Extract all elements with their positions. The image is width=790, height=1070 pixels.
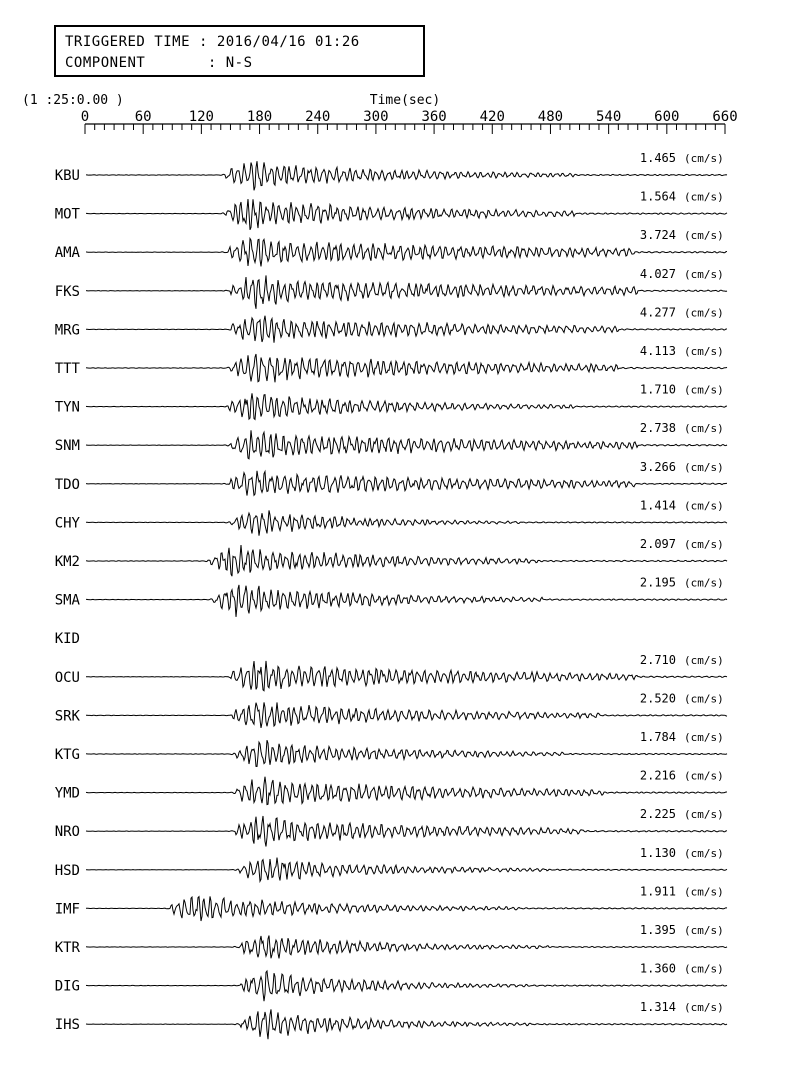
station-label: HSD <box>54 862 80 879</box>
peak-unit: (cm/s) <box>684 885 724 899</box>
x-tick-label: 180 <box>246 109 273 125</box>
station-label: MOT <box>54 206 80 223</box>
waveform <box>86 661 727 691</box>
station-label: DIG <box>54 978 80 995</box>
station-label: IHS <box>54 1017 80 1034</box>
x-tick-label: 600 <box>654 109 680 125</box>
trace-sma <box>55 576 727 617</box>
station-label: SNM <box>54 438 80 455</box>
triggered-time-label: TRIGGERED TIME <box>65 34 191 50</box>
waveform <box>86 430 727 459</box>
peak-unit: (cm/s) <box>684 267 724 281</box>
peak-value: 1.911 <box>639 884 676 899</box>
x-axis-title: Time(sec) <box>369 93 441 108</box>
trace-nro <box>55 807 727 846</box>
waveform <box>86 161 727 190</box>
waveform <box>86 275 727 308</box>
peak-unit: (cm/s) <box>684 731 724 744</box>
trace-chy <box>55 498 727 535</box>
peak-unit: (cm/s) <box>684 1001 724 1015</box>
peak-value: 1.564 <box>639 189 676 204</box>
station-label: OCU <box>54 669 80 686</box>
peak-value: 1.130 <box>639 845 676 860</box>
trace-ttt <box>55 344 727 382</box>
peak-unit: (cm/s) <box>684 924 724 937</box>
x-tick-label: 60 <box>134 109 152 125</box>
station-label: CHY <box>54 515 80 532</box>
trace-ktr <box>55 923 727 958</box>
peak-unit: (cm/s) <box>684 538 724 551</box>
station-label: IMF <box>54 901 80 918</box>
peak-value: 1.465 <box>639 151 676 165</box>
peak-value: 2.738 <box>639 421 676 436</box>
peak-unit: (cm/s) <box>684 808 724 822</box>
peak-value: 4.113 <box>639 344 676 358</box>
peak-value: 4.277 <box>639 305 676 320</box>
station-label: TYN <box>54 399 80 416</box>
station-label: TTT <box>54 361 80 377</box>
peak-value: 2.710 <box>639 652 676 667</box>
peak-unit: (cm/s) <box>684 576 724 590</box>
station-label: KTG <box>54 747 80 763</box>
peak-value: 1.360 <box>639 961 676 976</box>
peak-unit: (cm/s) <box>684 345 724 358</box>
peak-unit: (cm/s) <box>684 152 724 165</box>
trace-ihs <box>55 1000 727 1039</box>
peak-value: 1.395 <box>639 923 676 937</box>
waveform <box>86 1009 727 1039</box>
waveform <box>86 393 727 419</box>
waveform <box>86 702 727 728</box>
station-label: TDO <box>54 476 80 493</box>
peak-unit: (cm/s) <box>684 692 724 706</box>
peak-value: 1.314 <box>639 1000 676 1015</box>
peak-unit: (cm/s) <box>684 306 724 320</box>
waveform <box>86 354 727 382</box>
x-tick-label: 660 <box>712 109 738 125</box>
trace-srk <box>55 691 727 728</box>
peak-value: 2.225 <box>639 807 676 822</box>
trace-fks <box>55 267 727 309</box>
station-label: NRO <box>54 824 80 841</box>
trace-snm <box>55 421 727 459</box>
waveform <box>86 199 727 230</box>
waveform <box>86 740 727 766</box>
x-tick-label: 540 <box>595 109 622 125</box>
waveform <box>86 816 727 847</box>
component-line: COMPONENT : N-S <box>65 55 253 71</box>
peak-unit: (cm/s) <box>684 422 724 436</box>
peak-value: 2.520 <box>639 691 676 706</box>
trace-tdo <box>55 460 727 496</box>
peak-value: 1.710 <box>639 382 676 397</box>
peak-value: 2.195 <box>639 575 676 590</box>
component-value: N-S <box>225 55 253 71</box>
peak-value: 2.097 <box>639 537 676 551</box>
x-tick-label: 360 <box>421 109 447 125</box>
waveform <box>86 510 727 535</box>
peak-value: 4.027 <box>639 266 676 281</box>
trace-mrg <box>55 305 727 342</box>
triggered-time-line: TRIGGERED TIME : 2016/04/16 01:26 <box>65 34 360 50</box>
trace-tyn <box>55 383 727 420</box>
waveform <box>86 239 727 267</box>
x-tick-label: 300 <box>363 109 389 125</box>
waveform <box>86 971 727 1001</box>
trace-ocu <box>55 653 727 691</box>
peak-unit: (cm/s) <box>684 769 724 783</box>
station-label: KM2 <box>54 554 80 570</box>
station-label: YMD <box>54 785 80 802</box>
waveform <box>86 585 727 617</box>
trace-dig <box>55 962 727 1002</box>
trace-hsd <box>55 846 727 882</box>
trace-mot <box>55 190 727 230</box>
time-origin-label: (1 :25:0.00 ) <box>22 93 124 108</box>
trace-km2 <box>55 537 727 576</box>
peak-value: 1.784 <box>639 730 676 744</box>
peak-value: 3.724 <box>639 228 676 243</box>
x-tick-label: 240 <box>305 109 331 125</box>
peak-unit: (cm/s) <box>684 499 724 513</box>
station-label: AMA <box>54 245 80 262</box>
station-label: KID <box>54 631 80 648</box>
station-label: SMA <box>54 592 80 609</box>
station-label: KTR <box>54 940 80 956</box>
waveform <box>86 896 727 921</box>
trace-ymd <box>55 769 727 805</box>
triggered-time-value: 2016/04/16 01:26 <box>216 34 360 50</box>
waveform <box>86 777 727 805</box>
time-axis <box>81 109 738 134</box>
peak-unit: (cm/s) <box>684 190 724 204</box>
trace-kbu <box>55 151 727 190</box>
x-tick-label: 420 <box>479 109 505 125</box>
x-tick-label: 480 <box>537 109 564 125</box>
peak-unit: (cm/s) <box>684 460 724 474</box>
waveform <box>86 858 727 882</box>
trace-imf <box>55 884 727 921</box>
station-label: SRK <box>54 708 80 725</box>
waveform <box>86 316 727 343</box>
station-label: KBU <box>54 168 80 184</box>
peak-unit: (cm/s) <box>684 653 724 667</box>
peak-unit: (cm/s) <box>684 383 724 397</box>
peak-value: 1.414 <box>639 498 676 513</box>
peak-value: 2.216 <box>639 768 676 783</box>
trace-ama <box>55 228 727 266</box>
peak-value: 3.266 <box>639 459 676 474</box>
trace-ktg <box>55 730 727 767</box>
waveform <box>86 471 727 496</box>
trace-group <box>55 151 727 1039</box>
peak-unit: (cm/s) <box>684 846 724 860</box>
x-tick-label: 120 <box>188 109 215 125</box>
peak-unit: (cm/s) <box>684 962 724 976</box>
trace-kid <box>55 631 80 647</box>
x-tick-label: 0 <box>80 109 90 125</box>
waveform <box>86 936 727 959</box>
peak-unit: (cm/s) <box>684 229 724 243</box>
station-label: MRG <box>54 322 80 339</box>
component-label: COMPONENT <box>65 55 146 71</box>
waveform <box>86 545 727 576</box>
station-label: FKS <box>54 283 80 300</box>
